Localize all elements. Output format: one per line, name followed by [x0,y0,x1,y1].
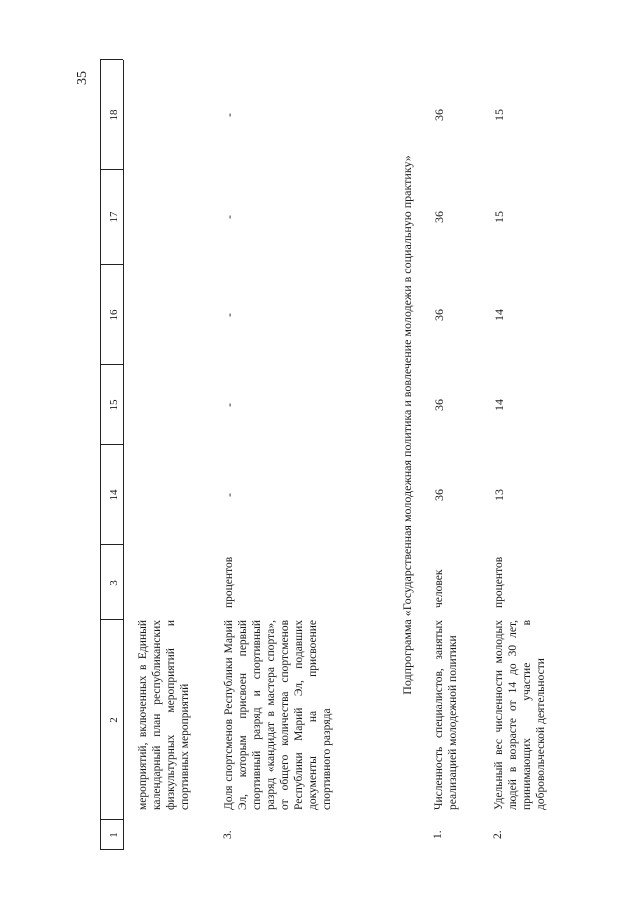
row-2-value-16: 14 [492,309,506,321]
row-1-number: 1. [432,830,444,839]
subprogram-title: Подпрограмма «Государственная молодежная политика и вовлечение молодежи в социальную практику» [400,155,414,695]
header-col-16: 16 [108,309,120,321]
header-col-2: 2 [108,717,120,723]
col-divider [100,169,123,170]
row-2-value-18: 15 [492,109,506,121]
col-divider [100,619,123,620]
row-3-value-14: - [222,493,236,497]
row-1-value-16: 36 [432,309,446,321]
col-divider [100,264,123,265]
row-2-value-15: 14 [492,399,506,411]
row-3-value-15: - [222,403,236,407]
header-top-line [100,60,101,850]
row-3-number: 3. [222,830,234,839]
row-3-description: Доля спортсменов Республики Марий Эл, которым присвоен первый спортивный разряд и спортивный разряд «кандидат в мастера спорта», от общего количества спортсменов Республики Марий Эл, подавших документы на присвоение спортивного разряда [223,620,333,810]
header-col-18: 18 [108,109,120,121]
header-col-15: 15 [108,399,120,411]
row-1-unit: человек [433,569,445,608]
row-2-description: Удельный вес численности молодых людей в возрасте от 14 до 30 лет, принимающих участие в добровольческой деятельности [493,620,547,810]
row-3-value-17: - [222,215,236,219]
col-divider [100,59,123,60]
continuation-description: мероприятий, включенных в Единый календарный план республиканских физкультурных мероприятий и спортивных мероприятий [137,620,191,810]
col-divider [100,364,123,365]
header-bottom-line [123,60,124,850]
header-col-1: 1 [108,832,120,838]
row-2-value-14: 13 [492,489,506,501]
row-1-value-15: 36 [432,399,446,411]
row-1-value-18: 36 [432,109,446,121]
row-2-unit: процентов [493,556,505,608]
col-divider [100,544,123,545]
page-number: 35 [75,71,90,85]
row-1-description: Численность специалистов, занятых реализацией молодежной политики [433,620,459,810]
row-1-value-14: 36 [432,489,446,501]
row-1-value-17: 36 [432,211,446,223]
row-2-value-17: 15 [492,211,506,223]
col-divider [100,444,123,445]
row-2-number: 2. [492,830,504,839]
header-col-17: 17 [108,211,120,223]
row-3-value-18: - [222,113,236,117]
row-3-value-16: - [222,313,236,317]
row-3-unit: процентов [223,556,235,608]
header-col-14: 14 [108,489,120,501]
header-col-3: 3 [108,580,120,586]
